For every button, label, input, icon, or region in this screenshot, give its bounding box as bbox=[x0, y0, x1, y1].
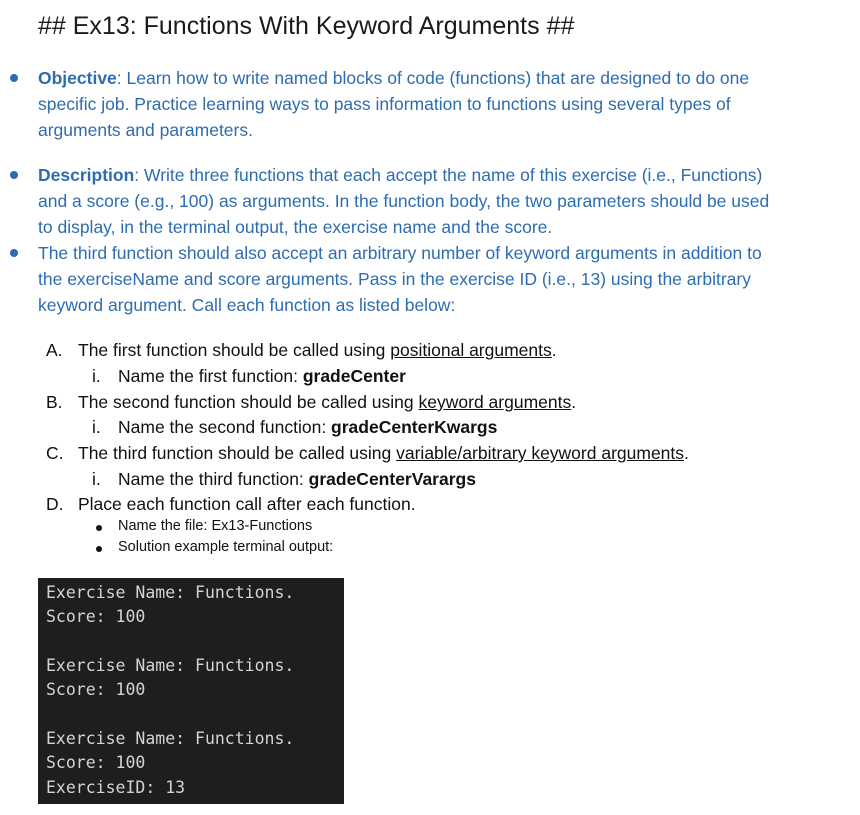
positional-arguments-term: positional arguments bbox=[390, 340, 552, 360]
terminal-output bbox=[38, 578, 344, 804]
objective-text: arguments and parameters. bbox=[38, 120, 253, 140]
list-item-b: B. The second function should be called using keyword arguments. bbox=[46, 392, 577, 412]
description-text: to display, in the terminal output, the exercise name and the score. bbox=[38, 217, 553, 237]
objective-bullet bbox=[0, 65, 860, 143]
bullet-icon bbox=[10, 74, 18, 82]
objective-section bbox=[0, 65, 860, 143]
function-name: gradeCenterVarargs bbox=[308, 469, 476, 489]
list-item bbox=[92, 539, 333, 560]
objective-label: Objective bbox=[38, 68, 117, 88]
list-item-a: A. The first function should be called using positional arguments. bbox=[46, 340, 557, 360]
terminal-output-note: Solution example terminal output: bbox=[118, 539, 334, 555]
arbitrary-keyword-arguments-term: variable/arbitrary keyword arguments bbox=[396, 443, 685, 463]
file-name-note: Name the file: Ex13-Functions bbox=[118, 518, 313, 534]
objective-text: specific job. Practice learning ways to pass information to functions using several types of bbox=[38, 94, 731, 114]
list-item-c: C. The third function should be called using variable/arbitrary keyword arguments. bbox=[46, 443, 689, 463]
third-note-text: keyword argument. Call each function as listed below: bbox=[38, 295, 456, 315]
terminal-line: Score: 100 bbox=[46, 753, 146, 772]
bullet-icon bbox=[10, 171, 18, 179]
third-note-text: the exerciseName and score arguments. Pass in the exercise ID (i.e., 13) using the arbitrary bbox=[38, 269, 751, 289]
list-item bbox=[92, 518, 333, 539]
description-section bbox=[0, 162, 860, 318]
list-item-c-i: i. Name the third function: gradeCenterVarargs bbox=[92, 469, 476, 489]
list-item-b-i: i. Name the second function: gradeCenterKwargs bbox=[92, 417, 498, 437]
description-label: Description bbox=[38, 165, 135, 185]
page-title: ## Ex13: Functions With Keyword Arguments ## bbox=[38, 12, 575, 40]
bullet-icon bbox=[96, 525, 102, 531]
terminal-line: Score: 100 bbox=[46, 607, 146, 626]
terminal-line: Exercise Name: Functions. bbox=[46, 729, 295, 748]
terminal-line: Exercise Name: Functions. bbox=[46, 583, 295, 602]
keyword-arguments-term: keyword arguments bbox=[418, 392, 572, 412]
objective-text: : Learn how to write named blocks of code (functions) that are designed to do one bbox=[116, 68, 750, 88]
description-bullet bbox=[0, 162, 860, 240]
function-name: gradeCenterKwargs bbox=[331, 417, 498, 437]
description-text: and a score (e.g., 100) as arguments. In the function body, the two parameters should be used bbox=[38, 191, 770, 211]
bullet-icon bbox=[96, 546, 102, 552]
terminal-line: Exercise Name: Functions. bbox=[46, 656, 295, 675]
terminal-line: ExerciseID: 13 bbox=[46, 778, 186, 797]
third-note-text: The third function should also accept an arbitrary number of keyword arguments in addition to bbox=[38, 243, 762, 263]
description-text: : Write three functions that each accept the name of this exercise (i.e., Functions) bbox=[134, 165, 763, 185]
bullet-icon bbox=[10, 249, 18, 257]
sub-bullet-list bbox=[92, 518, 333, 560]
third-function-bullet bbox=[0, 240, 860, 318]
function-name: gradeCenter bbox=[302, 366, 406, 386]
terminal-line: Score: 100 bbox=[46, 680, 146, 699]
list-item-a-i: i. Name the first function: gradeCenter bbox=[92, 366, 406, 386]
list-item-d: D. Place each function call after each function. bbox=[46, 494, 416, 514]
